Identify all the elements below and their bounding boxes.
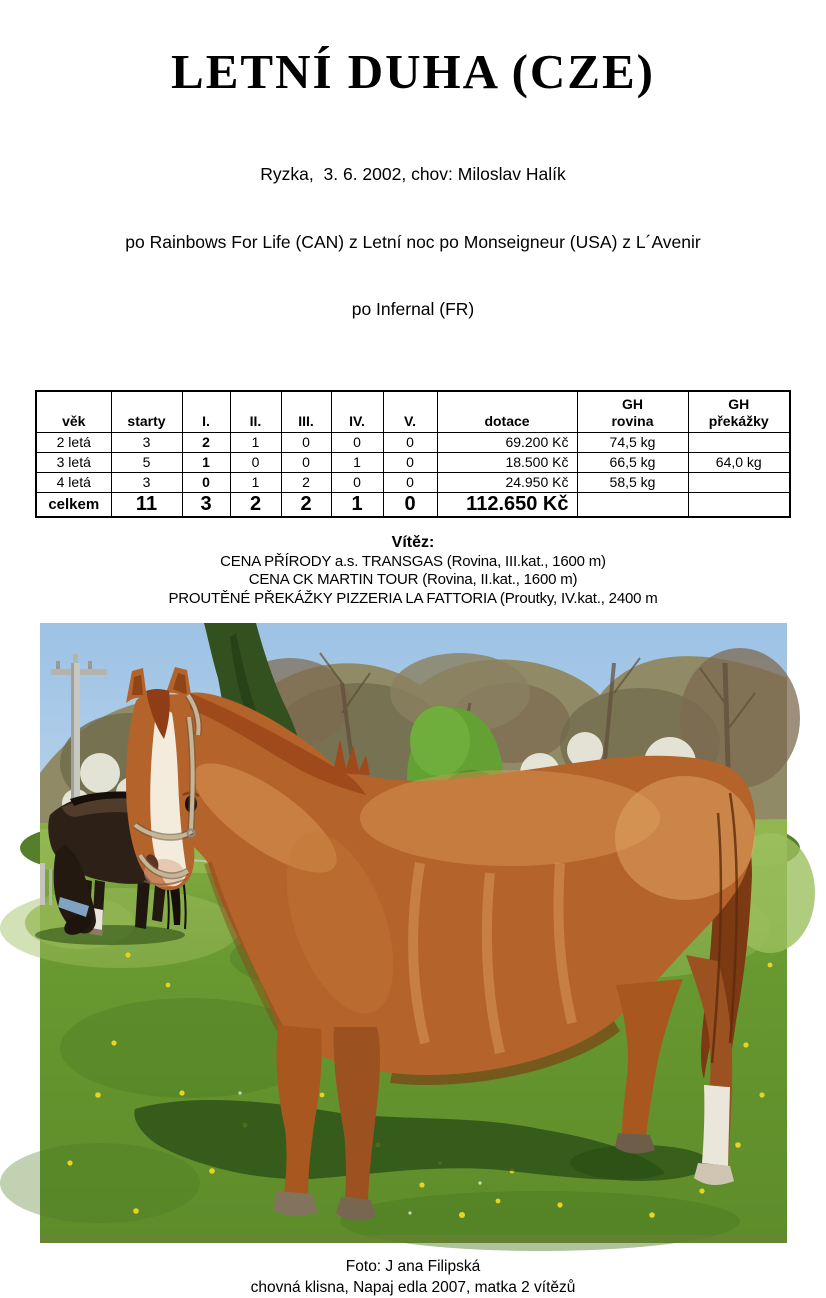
photo-credit-footer bbox=[0, 1256, 826, 1298]
col-header-vek: věk bbox=[36, 391, 111, 433]
table-row-4yo: 4 letá 3 0 1 2 0 0 24.950 Kč 58,5 kg bbox=[36, 472, 790, 492]
col-header-place3: III. bbox=[281, 391, 331, 433]
col-header-dotace: dotace bbox=[437, 391, 577, 433]
race-stats-table bbox=[35, 390, 791, 518]
pedigree-subtitle bbox=[0, 118, 826, 366]
winner-race-1: CENA PŘÍRODY a.s. TRANSGAS (Rovina, III.kat., 1600 m) bbox=[220, 552, 606, 570]
horse-name-title: LETNÍ DUHA (CZE) bbox=[171, 44, 655, 99]
white-sock bbox=[702, 1085, 730, 1166]
col-header-place4: IV. bbox=[331, 391, 383, 433]
horse-photo-illustration bbox=[40, 623, 787, 1243]
col-header-gh-rovina: GH rovina bbox=[577, 391, 688, 433]
col-header-gh-prekazky: GH překážky bbox=[688, 391, 790, 433]
col-header-place1: I. bbox=[182, 391, 230, 433]
winners-heading: Vítěz: bbox=[391, 533, 435, 551]
footer-line-2: chovná klisna, Napaj edla 2007, matka 2 vítězů bbox=[250, 1279, 576, 1296]
subtitle-line-3: po Infernal (FR) bbox=[351, 299, 475, 319]
footer-line-1: Foto: J ana Filipská bbox=[345, 1258, 481, 1275]
subtitle-line-2: po Rainbows For Life (CAN) z Letní noc po Monseigneur (USA) z L´Avenir bbox=[125, 231, 701, 252]
table-row-total: celkem 11 3 2 2 1 0 112.650 Kč bbox=[36, 492, 790, 517]
table-header-row bbox=[36, 391, 790, 433]
winner-race-3: PROUTĚNÉ PŘEKÁŽKY PIZZERIA LA FATTORIA (Proutky, IV.kat., 2400 m bbox=[168, 589, 658, 607]
winner-race-2: CENA CK MARTIN TOUR (Rovina, II.kat., 1600 m) bbox=[248, 571, 578, 588]
col-header-place5: V. bbox=[383, 391, 437, 433]
col-header-starty: starty bbox=[111, 391, 182, 433]
grazing-horse-shadow bbox=[35, 925, 185, 945]
table-row-2yo: 2 letá 3 2 1 0 0 0 69.200 Kč 74,5 kg bbox=[36, 432, 790, 452]
table-row-3yo: 3 letá 5 1 0 0 1 0 18.500 Kč 66,5 kg 64,0 kg bbox=[36, 452, 790, 472]
subtitle-line-1: Ryzka, 3. 6. 2002, chov: Miloslav Halík bbox=[260, 164, 566, 184]
winners-section bbox=[0, 533, 826, 609]
horse-photo bbox=[40, 623, 787, 1243]
col-header-place2: II. bbox=[230, 391, 281, 433]
